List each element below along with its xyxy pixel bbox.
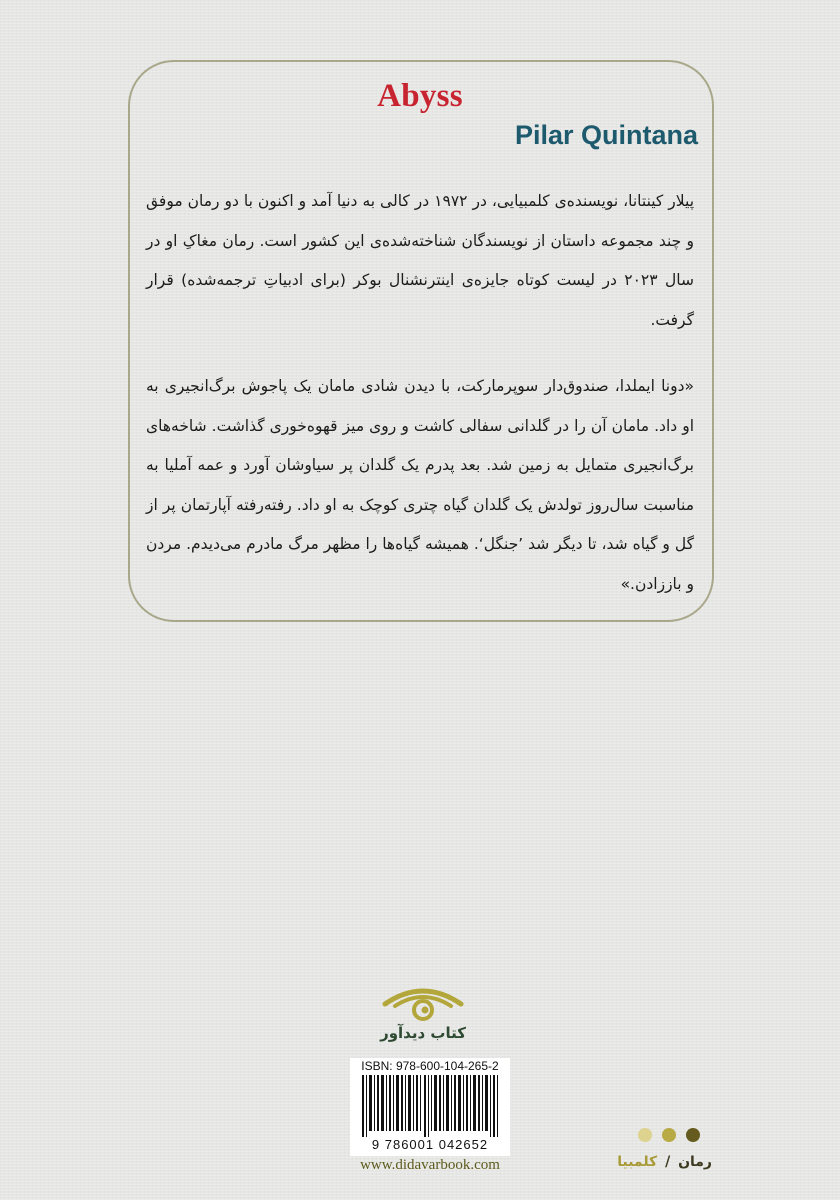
barcode-digits: 9 786001 042652 (371, 1137, 489, 1152)
book-title: Abyss (377, 78, 463, 114)
publisher-name: کتاب دیدآور (380, 1024, 466, 1042)
barcode-icon (362, 1075, 498, 1137)
isbn-label: ISBN: 978-600-104-265-2 (361, 1059, 499, 1073)
isbn-barcode-block (350, 1058, 510, 1156)
author-name: Pilar Quintana (514, 120, 698, 150)
genre-country: کلمبیا (617, 1154, 658, 1170)
publisher-website: www.didavarbook.com (360, 1157, 500, 1173)
genre-type: رمان (678, 1154, 712, 1170)
dot-icon (662, 1128, 676, 1142)
genre-separator: / (665, 1154, 671, 1170)
eye-house-logo-icon (381, 982, 465, 1022)
publisher-logo (368, 982, 478, 1042)
decorative-dots (638, 1128, 700, 1142)
dot-icon (686, 1128, 700, 1142)
genre-label (600, 1154, 712, 1170)
dot-icon (638, 1128, 652, 1142)
book-excerpt: «دونا ایملدا، صندوق‌دار سوپرمارکت، با دیدن شادی مامان یک پاجوش برگ‌انجیری به او داد. مامان آن را در گلدانی سفالی کاشت و روی میز قهوه‌خوری گذاشت. شاخه‌های برگ‌انجیری متمایل به زمین شد. بعد پدرم یک گلدان پر سیاوشان آورد و عمه آملیا به مناسبت سال‌روز تولدش یک گلدان گیاه چتری کوچک به او داد. رفته‌رفته آپارتمان پر از گل و گیاه شد، تا دیگر شد ’جنگل‘. همیشه گیاه‌ها را مظهر مرگ مادرم می‌دیدم. مردن و باززادن.» (146, 377, 694, 593)
author-bio: پیلار کینتانا، نویسنده‌ی کلمبیایی، در ۱۹۷۲ در کالی به دنیا آمد و اکنون با دو رمان موفق و چند مجموعه داستان از نویسندگان شناخته‌شده‌ی این کشور است. رمان مغاکِ او در سال ۲۰۲۳ در لیست کوتاه جایزه‌ی اینترنشنال بوکر (برای ادبیاتِ ترجمه‌شده) قرار گرفت. (146, 192, 695, 329)
